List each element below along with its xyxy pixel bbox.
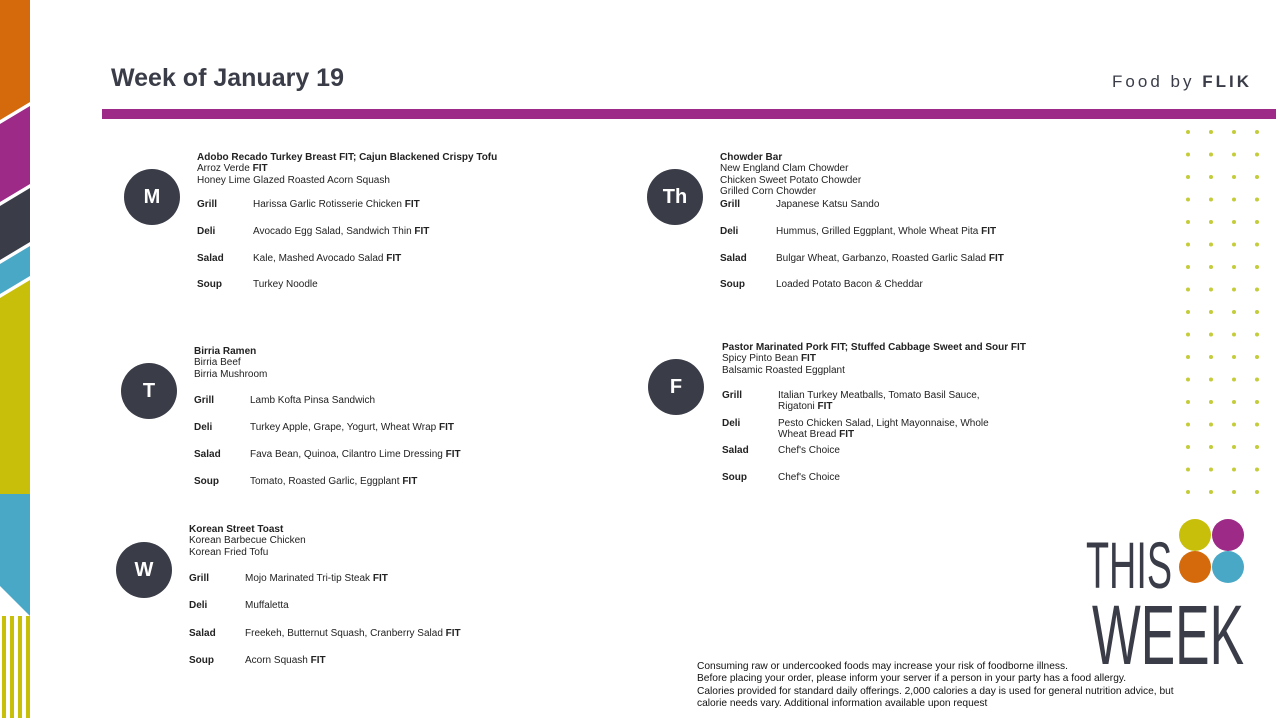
brand-name: FLIK (1202, 72, 1252, 91)
pattern-dot (1232, 265, 1236, 269)
pattern-dot (1186, 400, 1190, 404)
disclaimer-line: Consuming raw or undercooked foods may increase your risk of foodborne illness. (697, 661, 1068, 672)
pattern-dot (1232, 445, 1236, 449)
fit-tag: FIT (252, 163, 268, 175)
pattern-dot (1255, 243, 1259, 247)
pattern-dot (1255, 423, 1259, 427)
pattern-dot (1255, 220, 1259, 224)
day-badge-thursday: Th (647, 169, 703, 225)
station-grill: Grill Mojo Marinated Tri-tip Steak FIT (189, 573, 388, 584)
pattern-dot (1255, 333, 1259, 337)
dot-pattern (1176, 122, 1272, 512)
pattern-dot (1232, 468, 1236, 472)
featured-item: Chicken Sweet Potato Chowder (720, 174, 862, 186)
header-divider (102, 109, 1276, 119)
pattern-dot (1186, 198, 1190, 202)
pattern-dot (1255, 153, 1259, 157)
pattern-dot (1209, 265, 1213, 269)
featured-title: Chowder Bar (720, 152, 783, 163)
station-soup: Soup Turkey Noodle (197, 279, 318, 290)
station-deli: Deli Muffaletta (189, 600, 289, 611)
pattern-dot (1255, 378, 1259, 382)
featured-item: Birria Beef (194, 357, 241, 369)
pattern-dot (1186, 130, 1190, 134)
station-grill: Grill Lamb Kofta Pinsa Sandwich (194, 395, 376, 406)
pattern-dot (1255, 355, 1259, 359)
featured-item: New England Clam Chowder (720, 163, 849, 175)
pattern-dot (1209, 153, 1213, 157)
pattern-dot (1186, 468, 1190, 472)
this-week-logo (1086, 518, 1246, 666)
pattern-dot (1232, 310, 1236, 314)
day-badge-friday: F (648, 359, 704, 415)
featured-item: Grilled Corn Chowder (720, 185, 817, 197)
station-salad: Salad Chef's Choice (722, 445, 840, 456)
pattern-dot (1255, 490, 1259, 494)
logo-dot-yellow (1179, 519, 1211, 551)
pattern-dot (1186, 423, 1190, 427)
station-soup: Soup Acorn Squash FIT (189, 655, 326, 666)
station-salad: Salad Fava Bean, Quinoa, Cilantro Lime Dressing FIT (194, 449, 461, 460)
station-salad: Salad Freekeh, Butternut Squash, Cranberry Salad FIT (189, 628, 461, 639)
disclaimer-line: Before placing your order, please inform your server if a person in your party has a food allergy. (697, 673, 1127, 685)
station-deli: Deli Avocado Egg Salad, Sandwich Thin FIT (197, 226, 430, 237)
pattern-dot (1186, 355, 1190, 359)
featured-item: Balsamic Roasted Eggplant (722, 364, 845, 376)
pattern-dot (1186, 378, 1190, 382)
pattern-dot (1209, 400, 1213, 404)
fit-tag: FIT (800, 353, 816, 365)
pattern-dot (1186, 288, 1190, 292)
pattern-dot (1232, 130, 1236, 134)
day-monday (197, 152, 617, 302)
station-soup: Soup Chef's Choice (722, 472, 840, 483)
featured-item: Korean Fried Tofu (189, 546, 269, 558)
pattern-dot (1232, 378, 1236, 382)
pattern-dot (1232, 175, 1236, 179)
featured-item: Arroz Verde (197, 163, 250, 175)
pattern-dot (1255, 130, 1259, 134)
brand-prefix: Food by (1112, 72, 1195, 91)
pattern-dot (1232, 333, 1236, 337)
pattern-dot (1209, 378, 1213, 382)
featured-item: Birria Mushroom (194, 368, 268, 380)
pattern-dot (1209, 220, 1213, 224)
station-salad: Salad Bulgar Wheat, Garbanzo, Roasted Garlic Salad FIT (720, 253, 1004, 264)
station-deli: Deli Turkey Apple, Grape, Yogurt, Wheat Wrap FIT (194, 422, 454, 433)
pattern-dot (1232, 490, 1236, 494)
pattern-dot (1186, 490, 1190, 494)
pattern-dot (1186, 445, 1190, 449)
disclaimer-line: calorie needs vary. Additional information available upon request (697, 698, 988, 710)
pattern-dot (1209, 175, 1213, 179)
station-deli: Deli Hummus, Grilled Eggplant, Whole Wheat Pita FIT (720, 226, 997, 237)
day-friday (722, 342, 1162, 492)
pattern-dot (1209, 243, 1213, 247)
featured-item: Honey Lime Glazed Roasted Acorn Squash (197, 174, 390, 186)
day-badge-tuesday: T (121, 363, 177, 419)
pattern-dot (1209, 198, 1213, 202)
logo-line2: WEEK (1092, 588, 1244, 666)
pattern-dot (1232, 198, 1236, 202)
pattern-dot (1232, 243, 1236, 247)
logo-line1: THIS (1086, 528, 1172, 602)
station-grill: Grill Japanese Katsu Sando (720, 199, 880, 210)
page-title: Week of January 19 (111, 64, 344, 92)
pattern-dot (1186, 310, 1190, 314)
pattern-dot (1232, 423, 1236, 427)
day-tuesday (194, 346, 614, 496)
disclaimer-line: Calories provided for standard daily offerings. 2,000 calories a day is used for general nutrition advice, but (697, 685, 1174, 697)
logo-dot-purple (1212, 519, 1244, 551)
pattern-dot (1232, 400, 1236, 404)
pattern-dot (1255, 198, 1259, 202)
pattern-dot (1255, 400, 1259, 404)
pattern-dot (1186, 265, 1190, 269)
station-grill: Grill Harissa Garlic Rotisserie Chicken FIT (197, 199, 420, 210)
station-soup: Soup Tomato, Roasted Garlic, Eggplant FIT (194, 476, 418, 487)
pattern-dot (1209, 423, 1213, 427)
brand-logo (1112, 72, 1252, 92)
pattern-dot (1186, 153, 1190, 157)
day-wednesday (189, 524, 609, 674)
featured-title: Korean Street Toast (189, 524, 284, 535)
day-badge-monday: M (124, 169, 180, 225)
station-deli: Deli Pesto Chicken Salad, Light Mayonnaise, Whole Wheat Bread FIT (722, 418, 989, 441)
day-thursday (720, 152, 1160, 302)
pattern-dot (1255, 265, 1259, 269)
left-color-strip (0, 0, 30, 718)
featured-item: Korean Barbecue Chicken (189, 535, 306, 547)
pattern-dot (1209, 310, 1213, 314)
pattern-dot (1232, 355, 1236, 359)
pattern-dot (1209, 490, 1213, 494)
station-grill: Grill Italian Turkey Meatballs, Tomato Basil Sauce, Rigatoni FIT (722, 390, 980, 413)
pattern-dot (1186, 220, 1190, 224)
day-badge-wednesday: W (116, 542, 172, 598)
pattern-dot (1209, 445, 1213, 449)
pattern-dot (1255, 175, 1259, 179)
pattern-dot (1232, 153, 1236, 157)
pattern-dot (1209, 288, 1213, 292)
pattern-dot (1209, 468, 1213, 472)
featured-title: Birria Ramen (194, 346, 257, 357)
station-salad: Salad Kale, Mashed Avocado Salad FIT (197, 253, 402, 264)
pattern-dot (1255, 468, 1259, 472)
logo-dot-teal (1212, 551, 1244, 583)
featured-title: Adobo Recado Turkey Breast FIT; Cajun Blackened Crispy Tofu (197, 152, 498, 163)
featured-title: Pastor Marinated Pork FIT; Stuffed Cabbage Sweet and Sour FIT (722, 342, 1026, 353)
pattern-dot (1186, 333, 1190, 337)
allergy-disclaimer (697, 661, 1257, 711)
logo-dot-orange (1179, 551, 1211, 583)
pattern-dot (1232, 288, 1236, 292)
pattern-dot (1186, 243, 1190, 247)
pattern-dot (1255, 288, 1259, 292)
station-soup: Soup Loaded Potato Bacon & Cheddar (720, 279, 923, 290)
pattern-dot (1209, 333, 1213, 337)
pattern-dot (1232, 220, 1236, 224)
pattern-dot (1255, 445, 1259, 449)
pattern-dot (1209, 355, 1213, 359)
featured-item: Spicy Pinto Bean (722, 353, 799, 365)
pattern-dot (1255, 310, 1259, 314)
pattern-dot (1186, 175, 1190, 179)
pattern-dot (1209, 130, 1213, 134)
